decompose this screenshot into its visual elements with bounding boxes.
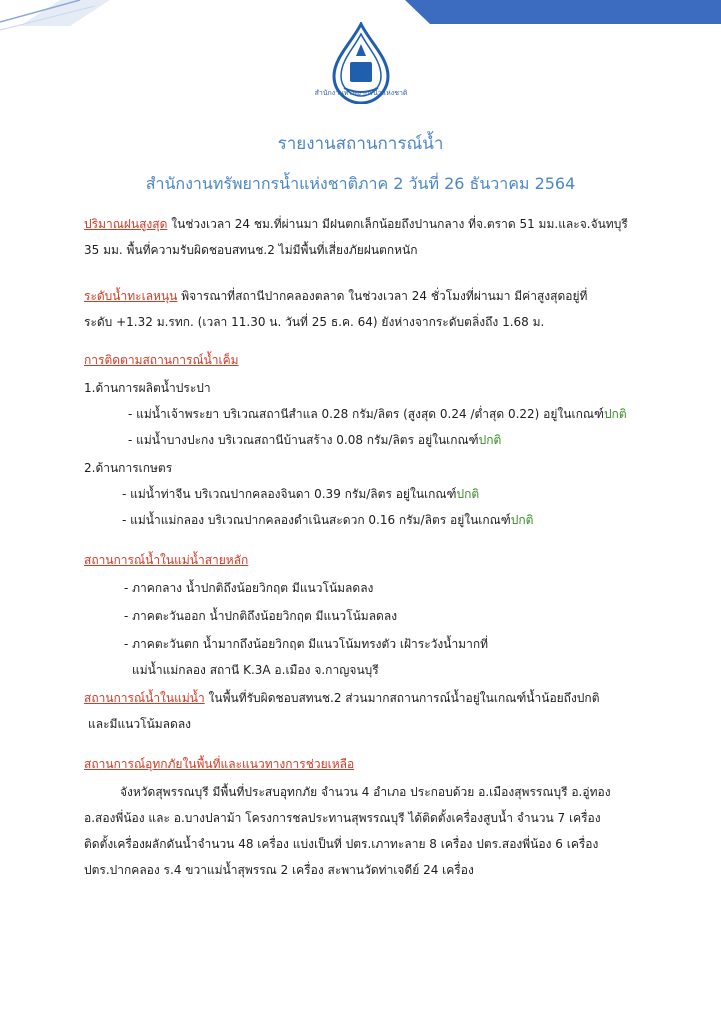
salinity-item-text: - แม่น้ำแม่กลอง บริเวณปากคลองดำเนินสะดวก 0.16 กรัม/ลิตร อยู่ในเกณฑ์: [122, 513, 511, 527]
rainfall-line-2: 35 มม. พื้นที่ความรับผิดชอบสทนช.2 ไม่มีพื้นที่เสี่ยงภัยฝนตกหนัก: [84, 243, 418, 257]
flood-line: จังหวัดสุพรรณบุรี มีพื้นที่ประสบอุทกภัย จำนวน 4 อำเภอ ประกอบด้วย อ.เมืองสุพรรณบุรี อ.อู่ทอง: [120, 785, 611, 799]
salinity-item: [128, 406, 627, 422]
rainfall-heading: ปริมาณฝนสูงสุด: [84, 217, 168, 231]
main-rivers-item-cont: แม่น้ำแม่กลอง สถานี K.3A อ.เมือง จ.กาญจนบุรี: [132, 663, 379, 677]
rivers-text: ในพื้นที่รับผิดชอบสทนช.2 ส่วนมากสถานการณ์น้ำอยู่ในเกณฑ์น้ำน้อยถึงปกติ: [204, 691, 600, 705]
logo-caption: สำนักงานทรัพยากรน้ำแห่งชาติ: [314, 89, 408, 97]
page-subtitle: สำนักงานทรัพยากรน้ำแห่งชาติภาค 2 วันที่ 26 ธันวาคม 2564: [145, 174, 576, 193]
salinity-section-2: 2.ด้านการเกษตร: [84, 461, 173, 475]
status-normal: ปกติ: [510, 513, 534, 527]
salinity-item-text: - แม่น้ำเจ้าพระยา บริเวณสถานีสำแล 0.28 กรัม/ลิตร (สูงสุด 0.24 /ต่ำสุด 0.22) อยู่ในเกณฑ์: [128, 407, 604, 421]
sea-level-line-1: [84, 288, 587, 304]
rivers-heading: สถานการณ์น้ำในแม่น้ำ: [84, 691, 205, 705]
status-normal: ปกติ: [603, 407, 627, 421]
rainfall-line-1: [84, 216, 628, 232]
flood-line: ติดตั้งเครื่องผลักดันน้ำจำนวน 48 เครื่อง แบ่งเป็นที่ ปตร.เภาทะลาย 8 เครื่อง ปตร.สองพี่น้อง 6 เครื่อง: [84, 837, 599, 851]
rainfall-text: ในช่วงเวลา 24 ชม.ที่ผ่านมา มีฝนตกเล็กน้อยถึงปานกลาง ที่จ.ตราด 51 มม.และจ.จันทบุรี: [167, 217, 628, 231]
status-normal: ปกติ: [456, 487, 480, 501]
main-rivers-heading: สถานการณ์น้ำในแม่น้ำสายหลัก: [84, 553, 249, 567]
flood-line: ปตร.ปากคลอง ร.4 ขวาแม่น้ำสุพรรณ 2 เครื่อง สะพานวัดท่าเจดีย์ 24 เครื่อง: [84, 863, 474, 877]
salinity-item: [122, 512, 533, 528]
flood-line: อ.สองพี่น้อง และ อ.บางปลาม้า โครงการชลประทานสุพรรณบุรี ได้ติดตั้งเครื่องสูบน้ำ จำนวน 7 เครื่อง: [84, 811, 601, 825]
sea-level-heading: ระดับน้ำทะเลหนุน: [84, 289, 178, 303]
main-rivers-item: - ภาคตะวันออก น้ำปกติถึงน้อยวิกฤต มีแนวโน้มลดลง: [124, 609, 398, 623]
rivers-line-1: [84, 690, 599, 706]
main-rivers-item: - ภาคกลาง น้ำปกติถึงน้อยวิกฤต มีแนวโน้มลดลง: [124, 581, 374, 595]
salinity-item-text: - แม่น้ำท่าจีน บริเวณปากคลองจินดา 0.39 กรัม/ลิตร อยู่ในเกณฑ์: [122, 487, 457, 501]
status-normal: ปกติ: [478, 433, 502, 447]
sea-level-text: พิจารณาที่สถานีปากคลองตลาด ในช่วงเวลา 24 ชั่วโมงที่ผ่านมา มีค่าสูงสุดอยู่ที่: [177, 289, 588, 303]
salinity-item-text: - แม่น้ำบางปะกง บริเวณสถานีบ้านสร้าง 0.08 กรัม/ลิตร อยู่ในเกณฑ์: [128, 433, 479, 447]
main-rivers-item: - ภาคตะวันตก น้ำมากถึงน้อยวิกฤต มีแนวโน้มทรงตัว เฝ้าระวังน้ำมากที่: [124, 637, 489, 651]
salinity-item: [128, 432, 501, 448]
salinity-heading: การติดตามสถานการณ์น้ำเค็ม: [84, 353, 239, 367]
salinity-section-1: 1.ด้านการผลิตน้ำประปา: [84, 381, 211, 395]
rivers-line-2: และมีแนวโน้มลดลง: [88, 717, 192, 731]
page-title: รายงานสถานการณ์น้ำ: [277, 134, 444, 154]
flood-heading: สถานการณ์อุทกภัยในพื้นที่และแนวทางการช่วยเหลือ: [84, 757, 355, 771]
salinity-item: [122, 486, 479, 502]
sea-level-line-2: ระดับ +1.32 ม.รทก. (เวลา 11.30 น. วันที่ 25 ธ.ค. 64) ยังห่างจากระดับตลิ่งถึง 1.68 ม.: [84, 315, 545, 329]
